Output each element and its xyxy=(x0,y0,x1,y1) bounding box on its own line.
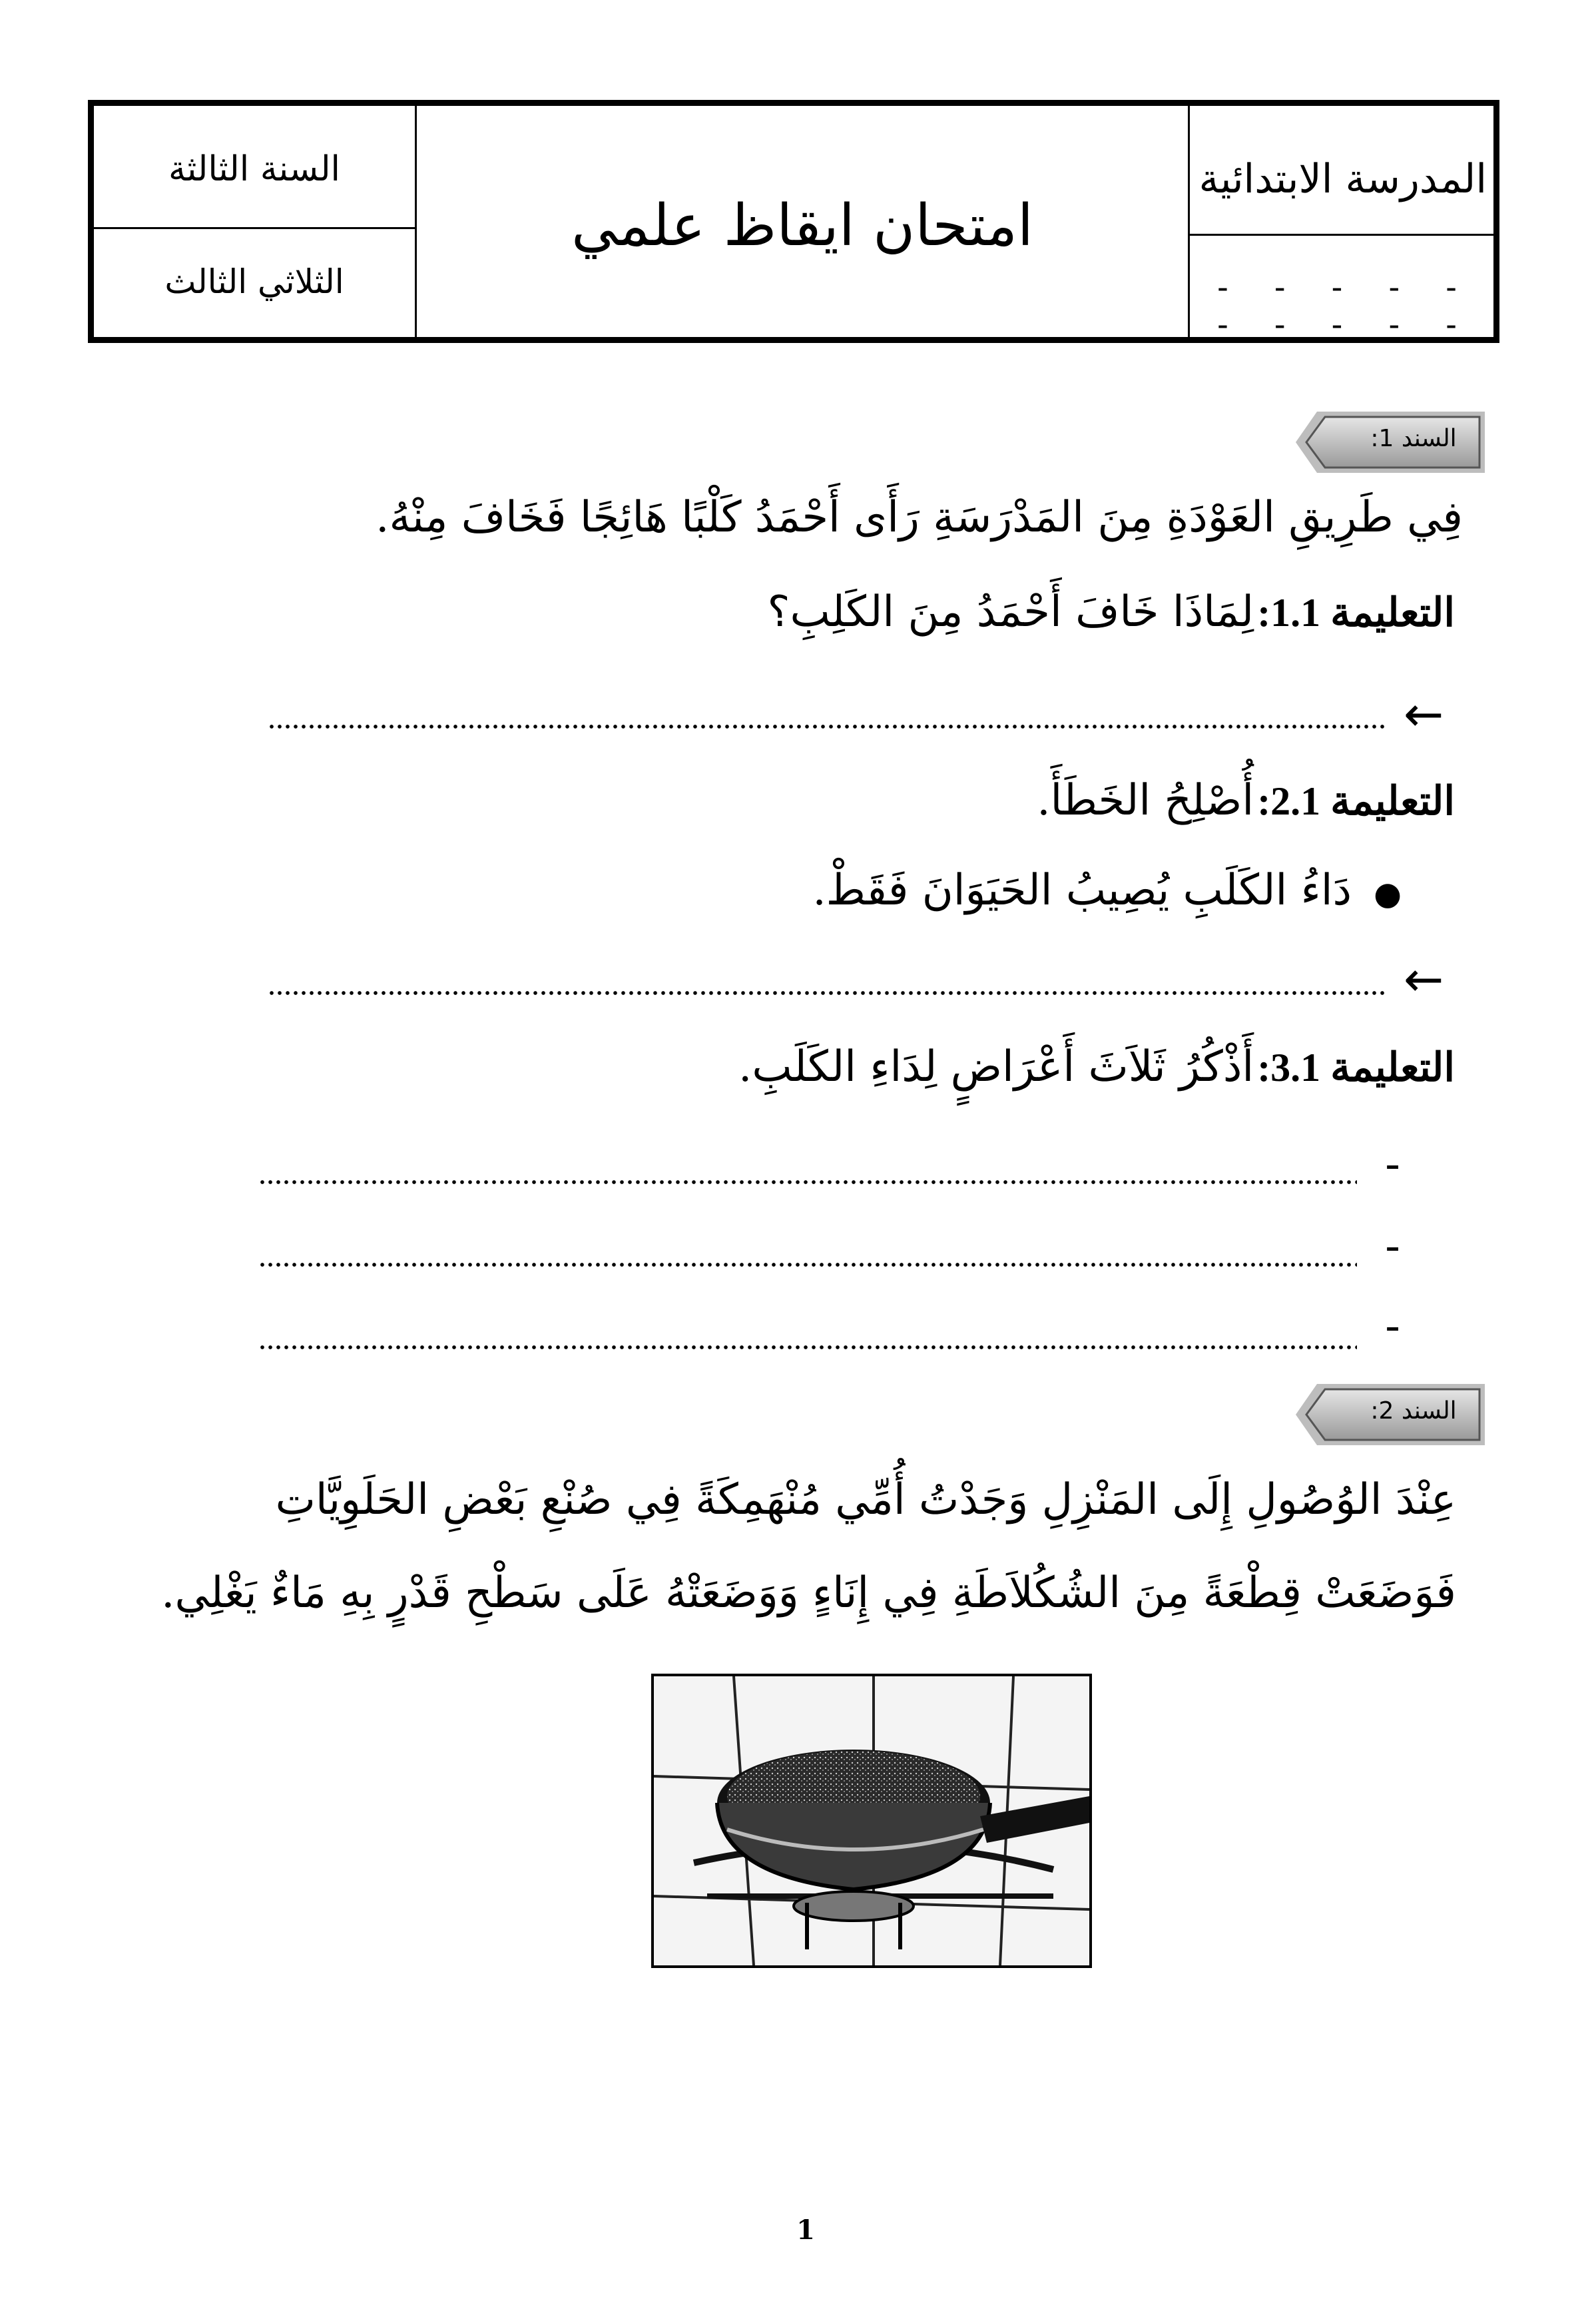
exam-header-table xyxy=(88,100,1499,343)
answer-line-2-1[interactable] xyxy=(268,990,1386,996)
school-name-blank: - - - - - - - - - - xyxy=(1212,269,1471,344)
document-2-text-line-2: فَوَضَعَتْ قِطْعَةً مِنَ الشُكُلاَطَةِ فِي إِنَاءٍ وَوَضَعَتْهُ عَلَى سَطْحِ قَدْرٍ بِهِ مَاءٌ يَغْلِي. xyxy=(161,1568,1456,1618)
instruction-2-1-label: التعليمة 2.1: xyxy=(1257,779,1455,823)
answer-line-3-1-b[interactable] xyxy=(258,1261,1357,1268)
instruction-3-1 xyxy=(738,1042,1455,1092)
instruction-2-1 xyxy=(1037,776,1455,825)
instruction-3-1-label: التعليمة 3.1: xyxy=(1257,1046,1455,1090)
school-term: الثلاثي الثالث xyxy=(164,262,344,301)
school-year: السنة الثالثة xyxy=(168,149,341,189)
document-2-text-line-1: عِنْدَ الوُصُولِ إِلَى المَنْزِلِ وَجَدْتُ أُمِّي مُنْهَمِكَةً فِي صُنْعِ بَعْضِ الحَلَوِيَّاتِ xyxy=(275,1475,1456,1524)
document-2-tag-label: السند 2: xyxy=(1370,1397,1457,1425)
instruction-1-1 xyxy=(767,587,1455,637)
exam-title: امتحان ايقاظ علمي xyxy=(571,192,1033,259)
document-2-tag xyxy=(1290,1379,1490,1451)
instruction-2-1-text: أُصْلِحُ الخَطَأَ. xyxy=(1037,776,1254,825)
header-year-cell xyxy=(94,106,417,337)
school-name: المدرسة الابتدائية xyxy=(1198,156,1487,202)
list-dash: - xyxy=(1385,1140,1401,1189)
list-dash: - xyxy=(1385,1302,1401,1351)
answer-line-3-1-a[interactable] xyxy=(258,1179,1357,1185)
bullet-icon: ● xyxy=(1374,875,1402,912)
header-divider xyxy=(1190,234,1493,236)
header-school-cell xyxy=(1188,106,1493,344)
document-1-tag-label: السند 1: xyxy=(1370,425,1457,452)
pot-on-stove-photo xyxy=(651,1674,1092,1968)
instruction-2-1-item xyxy=(812,866,1402,915)
instruction-1-1-label: التعليمة 1.1: xyxy=(1257,591,1455,635)
header-divider xyxy=(94,227,415,229)
document-1-text: فِي طَرِيقِ العَوْدَةِ مِنَ المَدْرَسَةِ رَأَى أَحْمَدُ كَلْبًا هَائِجًا فَخَافَ مِنْهُ. xyxy=(376,493,1463,542)
answer-line-1-1[interactable] xyxy=(268,723,1386,730)
answer-arrow-icon: ← xyxy=(1404,686,1444,742)
answer-arrow-icon: ← xyxy=(1404,951,1444,1007)
page-number: 1 xyxy=(796,2214,815,2246)
incorrect-statement: دَاءُ الكَلَبِ يُصِيبُ الحَيَوَانَ فَقَطْ. xyxy=(812,866,1352,915)
header-title-cell xyxy=(417,106,1188,337)
answer-line-3-1-c[interactable] xyxy=(258,1344,1357,1351)
instruction-3-1-text: أَذْكُرُ ثَلاَثَ أَعْرَاضٍ لِدَاءِ الكَلَبِ. xyxy=(738,1042,1254,1092)
list-dash: - xyxy=(1385,1222,1401,1271)
instruction-1-1-text: لِمَاذَا خَافَ أَحْمَدُ مِنَ الكَلِبِ؟ xyxy=(767,587,1254,637)
document-1-tag xyxy=(1290,406,1490,478)
